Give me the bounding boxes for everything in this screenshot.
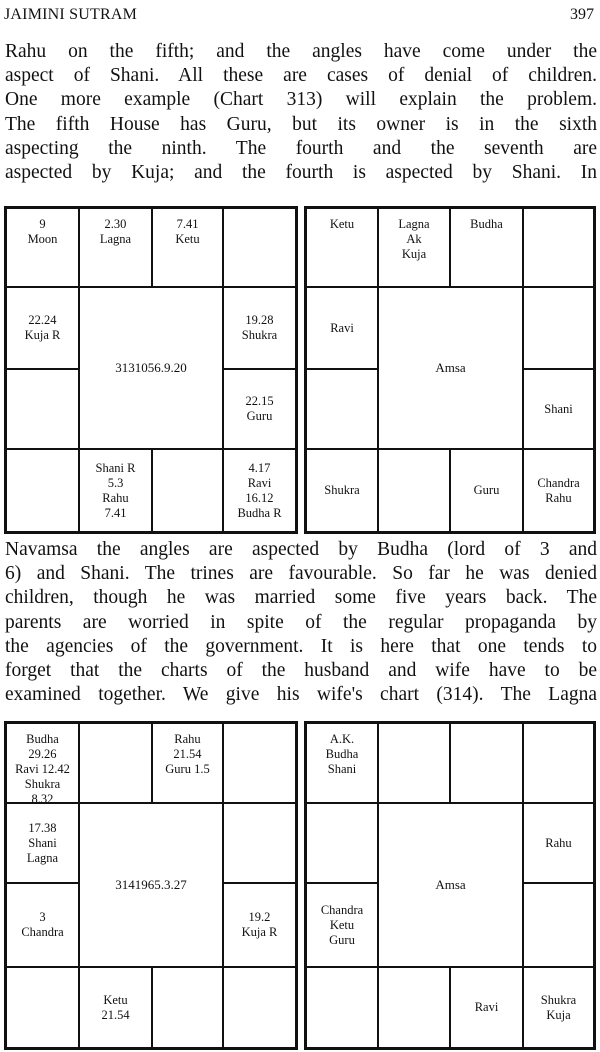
chart-313-rasi — [4, 206, 298, 534]
chart-house-4 — [523, 723, 594, 803]
house-text: Shani — [327, 762, 357, 776]
chart-center — [79, 287, 223, 449]
chart-house-12 — [6, 803, 79, 883]
chart-313-amsa — [304, 206, 596, 534]
text-line: Navamsa the angles are aspected by Budha (lord of 3 and — [5, 539, 597, 560]
house-text: 5.3 — [107, 475, 124, 490]
chart-house-4 — [223, 208, 296, 287]
chart-314-amsa — [304, 721, 596, 1050]
chart-house-10 — [6, 449, 79, 532]
house-text: Rahu — [102, 490, 129, 505]
chart-house-7 — [223, 449, 296, 532]
chart-house-1 — [6, 208, 79, 287]
chart-house-5 — [223, 803, 296, 883]
house-text: Guru — [473, 483, 500, 497]
house-text: 22.15 — [245, 394, 274, 408]
text-line: aspecting the ninth. The fourth and the seventh are — [5, 137, 597, 159]
house-text: Shukra — [324, 483, 360, 497]
chart-center-text: 1056.9.20 — [134, 360, 187, 375]
chart-house-2 — [79, 208, 152, 287]
house-text: Ketu — [175, 232, 200, 246]
house-text: 21.54 — [101, 1007, 130, 1022]
paragraph-1 — [5, 40, 597, 185]
chart-house-5 — [223, 287, 296, 369]
chart-314-rasi — [4, 721, 298, 1050]
house-text: Ravi 12.42 — [15, 762, 70, 776]
chart-house-10 — [306, 449, 378, 532]
text-line: children, though he was married some five years back. The — [5, 587, 597, 609]
chart-house-4 — [523, 208, 594, 287]
house-text: Guru — [329, 932, 355, 947]
chart-house-8 — [450, 967, 523, 1048]
house-text: Chandra — [537, 475, 580, 490]
chart-house-12 — [306, 287, 378, 369]
paragraph-2 — [5, 538, 597, 707]
house-text: Ravi — [330, 320, 354, 335]
text-line: The fifth House has Guru, but its owner is in the sixth — [5, 113, 597, 135]
chart-house-6 — [223, 883, 296, 967]
house-text: 9 — [39, 217, 46, 231]
house-text: 19.28 — [245, 313, 274, 327]
page-header — [4, 6, 594, 28]
house-text: Chandra — [21, 925, 64, 939]
chart-house-3 — [450, 208, 523, 287]
house-text: 3 — [39, 910, 46, 924]
chart-house-5 — [523, 803, 594, 883]
chart-center-text: 314 — [115, 877, 135, 892]
chart-center-text: 1965.3.27 — [134, 877, 187, 892]
chart-house-11 — [6, 883, 79, 967]
chart-center-text: Amsa — [435, 877, 466, 892]
chart-house-7 — [523, 967, 594, 1048]
house-text: Lagna — [26, 850, 59, 865]
chart-house-8 — [152, 449, 223, 532]
house-text: Shukra — [24, 777, 61, 791]
house-text: 29.26 — [28, 747, 57, 761]
chart-house-3 — [450, 723, 523, 803]
house-text: 2.30 — [104, 217, 127, 231]
house-text: 16.12 — [245, 490, 274, 505]
chart-house-8 — [152, 967, 223, 1048]
chart-house-9 — [79, 449, 152, 532]
house-text: Shukra — [540, 992, 577, 1007]
chart-center — [79, 803, 223, 967]
house-text: Budha — [470, 217, 503, 231]
house-text: A.K. — [329, 732, 355, 746]
house-text: Ketu — [329, 217, 355, 231]
house-text: 7.41 — [104, 505, 127, 520]
house-text: Shukra — [241, 328, 278, 342]
house-text: Lagna — [99, 232, 132, 246]
house-text: 7.41 — [176, 217, 199, 231]
house-text: Ravi — [474, 1000, 499, 1014]
chart-house-3 — [152, 723, 223, 803]
text-line: aspect of Shani. All these are cases of denial of children. — [5, 65, 597, 87]
chart-house-12 — [6, 287, 79, 369]
house-text: Lagna — [398, 217, 430, 231]
house-text: Kuja — [546, 1007, 571, 1022]
page-number: 397 — [570, 6, 594, 23]
house-text: Budha — [325, 747, 359, 761]
house-text: Chandra — [320, 902, 364, 917]
chart-house-3 — [152, 208, 223, 287]
text-line: parents are worried in spite of the regular propaganda by — [5, 611, 597, 633]
house-text: Rahu — [545, 490, 572, 505]
house-text: 17.38 — [28, 820, 57, 835]
chart-house-11 — [306, 883, 378, 967]
chart-house-9 — [378, 449, 450, 532]
chart-house-11 — [306, 369, 378, 449]
text-line: One more example (Chart 313) will explain the problem. — [5, 89, 597, 111]
house-text: Shani — [28, 835, 57, 850]
chart-house-12 — [306, 803, 378, 883]
running-head: JAIMINI SUTRAM — [4, 6, 138, 23]
chart-center-text: Amsa — [435, 360, 466, 375]
house-text: 22.24 — [28, 313, 57, 327]
chart-house-1 — [306, 208, 378, 287]
chart-house-6 — [223, 369, 296, 449]
house-text: Shani — [544, 401, 573, 416]
house-text: Rahu — [545, 835, 572, 850]
chart-house-9 — [79, 967, 152, 1048]
chart-house-10 — [306, 967, 378, 1048]
chart-house-1 — [6, 723, 79, 806]
chart-house-6 — [523, 883, 594, 967]
chart-house-7 — [523, 449, 594, 532]
chart-house-1 — [306, 723, 378, 803]
house-text: Kuja R — [24, 328, 61, 342]
house-text: Rahu — [174, 732, 201, 746]
chart-house-4 — [223, 723, 296, 803]
house-text: Kuja R — [241, 925, 278, 939]
chart-house-9 — [378, 967, 450, 1048]
text-line: 6) and Shani. The trines are favourable. So far he was denied — [5, 563, 597, 585]
house-text: Ketu — [103, 992, 128, 1007]
chart-house-8 — [450, 449, 523, 532]
house-text: Budha — [26, 732, 59, 746]
chart-house-6 — [523, 369, 594, 449]
chart-house-2 — [378, 723, 450, 803]
house-text: Ak — [406, 232, 422, 246]
house-text: Guru — [246, 409, 273, 423]
text-line: aspected by Kuja; and the fourth is aspected by Shani. In — [5, 162, 597, 184]
chart-house-5 — [523, 287, 594, 369]
text-line: Rahu on the fifth; and the angles have come under the — [5, 41, 597, 62]
house-text: 19.2 — [248, 910, 271, 924]
chart-center — [378, 287, 523, 449]
house-text: Shani R — [95, 460, 136, 475]
house-text: Ketu — [329, 917, 355, 932]
chart-center — [378, 803, 523, 967]
text-line: the agencies of the government. It is here that one tends to — [5, 635, 597, 657]
house-text: Guru 1.5 — [165, 762, 210, 776]
house-text: 4.17 — [248, 460, 271, 475]
chart-house-2 — [378, 208, 450, 287]
chart-house-11 — [6, 369, 79, 449]
chart-house-7 — [223, 967, 296, 1048]
house-text: 8.32 — [31, 792, 54, 806]
house-text: Kuja — [401, 247, 427, 261]
house-text: Moon — [27, 232, 58, 246]
house-text: Budha R — [237, 505, 282, 520]
text-line: forget that the charts of the husband and wife have to be — [5, 660, 597, 682]
chart-house-2 — [79, 723, 152, 803]
chart-house-10 — [6, 967, 79, 1048]
text-line: examined together. We give his wife's chart (314). The Lagna — [5, 684, 597, 706]
chart-center-text: 313 — [115, 360, 135, 375]
house-text: 21.54 — [173, 747, 202, 761]
house-text: Ravi — [247, 475, 272, 490]
